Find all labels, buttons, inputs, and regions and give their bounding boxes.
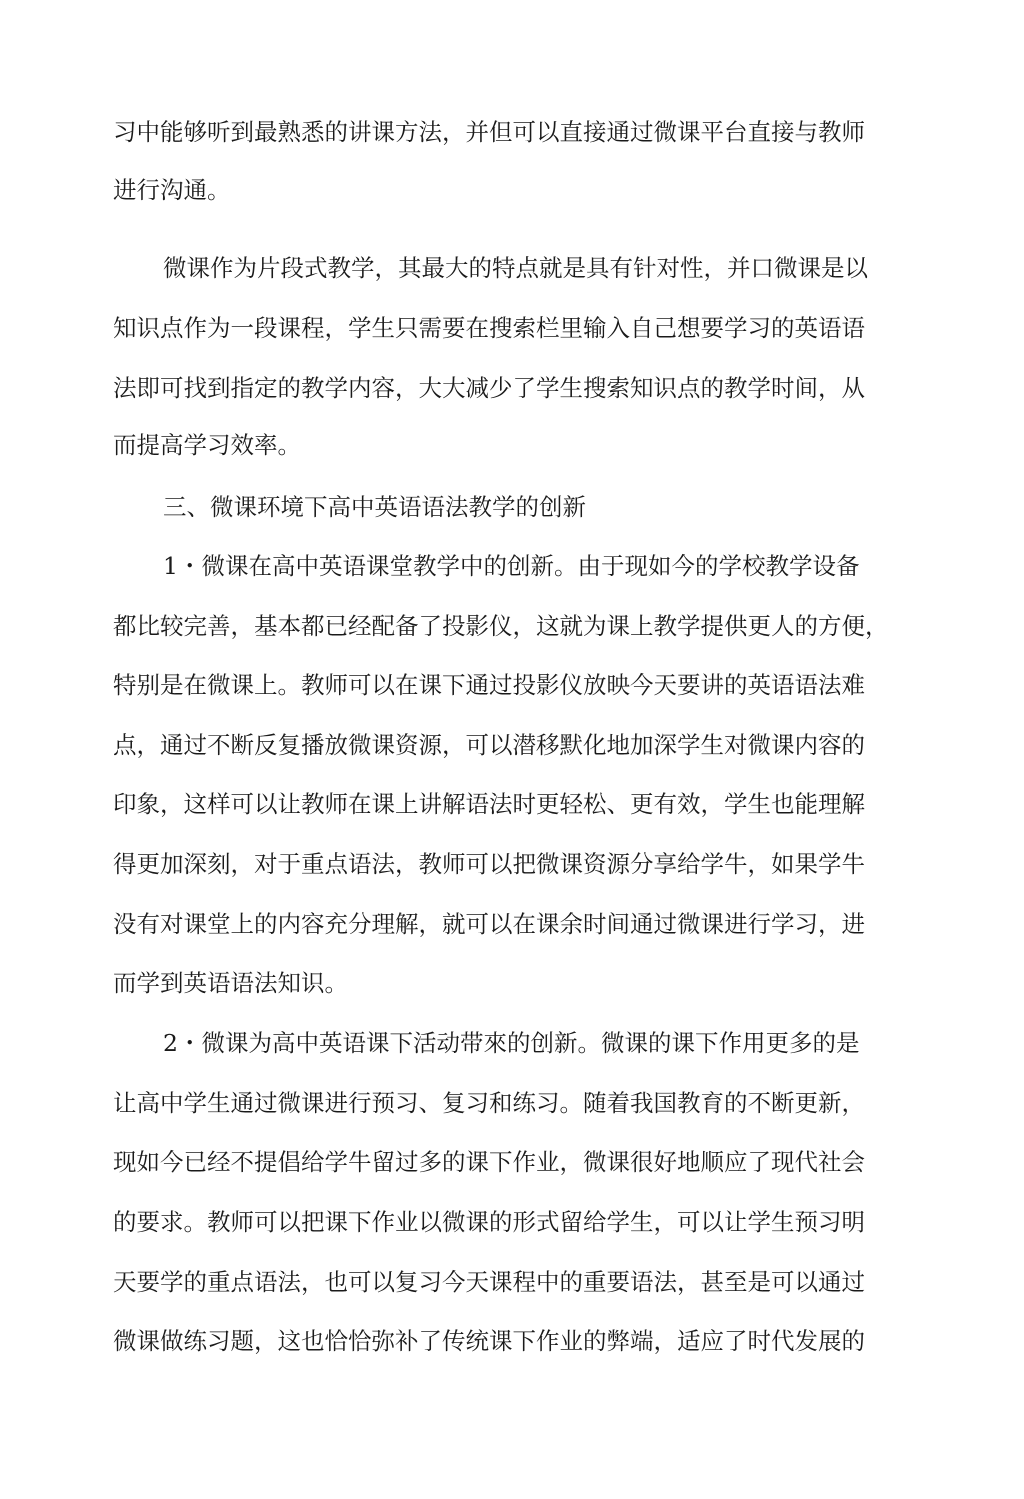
- text-line: 印象，这样可以让教师在课上讲解语法时更轻松、更有效，学生也能理解: [113, 790, 865, 818]
- text-line: 让高中学生通过微课进行预习、复习和练习。随着我国教育的不断更新，: [113, 1089, 865, 1117]
- text-line: 而提高学习效率。: [113, 431, 301, 459]
- text-line: 得更加深刻，对于重点语法，教师可以把微课资源分享给学牛，如果学牛: [113, 850, 865, 878]
- text-line: 的要求。教师可以把课下作业以微课的形式留给学生，可以让学生预习明: [113, 1208, 865, 1236]
- text-line: 都比较完善，基本都已经配备了投影仪，这就为课上教学提供更人的方便，: [113, 612, 889, 640]
- text-line: 法即可找到指定的教学内容，大大减少了学生搜索知识点的教学时间，从: [113, 374, 865, 402]
- text-line: 天要学的重点语法，也可以复习今天课程中的重要语法，甚至是可以通过: [113, 1268, 865, 1296]
- text-line: 现如今已经不提倡给学牛留过多的课下作业，微课很好地顺应了现代社会: [113, 1148, 865, 1176]
- paragraph-first-line: 1・微课在高中英语课堂教学中的创新。由于现如今的学校教学设备: [163, 552, 860, 580]
- paragraph-first-line: 微课作为片段式教学，其最大的特点就是具有针对性，并口微课是以: [163, 254, 868, 282]
- text-line: 点，通过不断反复播放微课资源，可以潜移默化地加深学生对微课内容的: [113, 731, 865, 759]
- text-line: 没有对课堂上的内容充分理解，就可以在课余时间通过微课进行学习，进: [113, 910, 865, 938]
- text-line: 而学到英语语法知识。: [113, 969, 348, 997]
- text-line: 习中能够听到最熟悉的讲课方法，并但可以直接通过微课平台直接与教师: [113, 118, 865, 146]
- text-line: 特别是在微课上。教师可以在课下通过投影仪放映今天要讲的英语语法难: [113, 671, 865, 699]
- section-heading: 三、微课环境下高中英语语法教学的创新: [163, 493, 586, 521]
- text-line: 进行沟通。: [113, 176, 231, 204]
- text-line: 微课做练习题，这也恰恰弥补了传统课下作业的弊端，适应了时代发展的: [113, 1327, 865, 1355]
- paragraph-first-line: 2・微课为高中英语课下活动带來的创新。微课的课下作用更多的是: [163, 1029, 860, 1057]
- text-line: 知识点作为一段课程，学生只需要在搜索栏里输入自己想要学习的英语语: [113, 314, 865, 342]
